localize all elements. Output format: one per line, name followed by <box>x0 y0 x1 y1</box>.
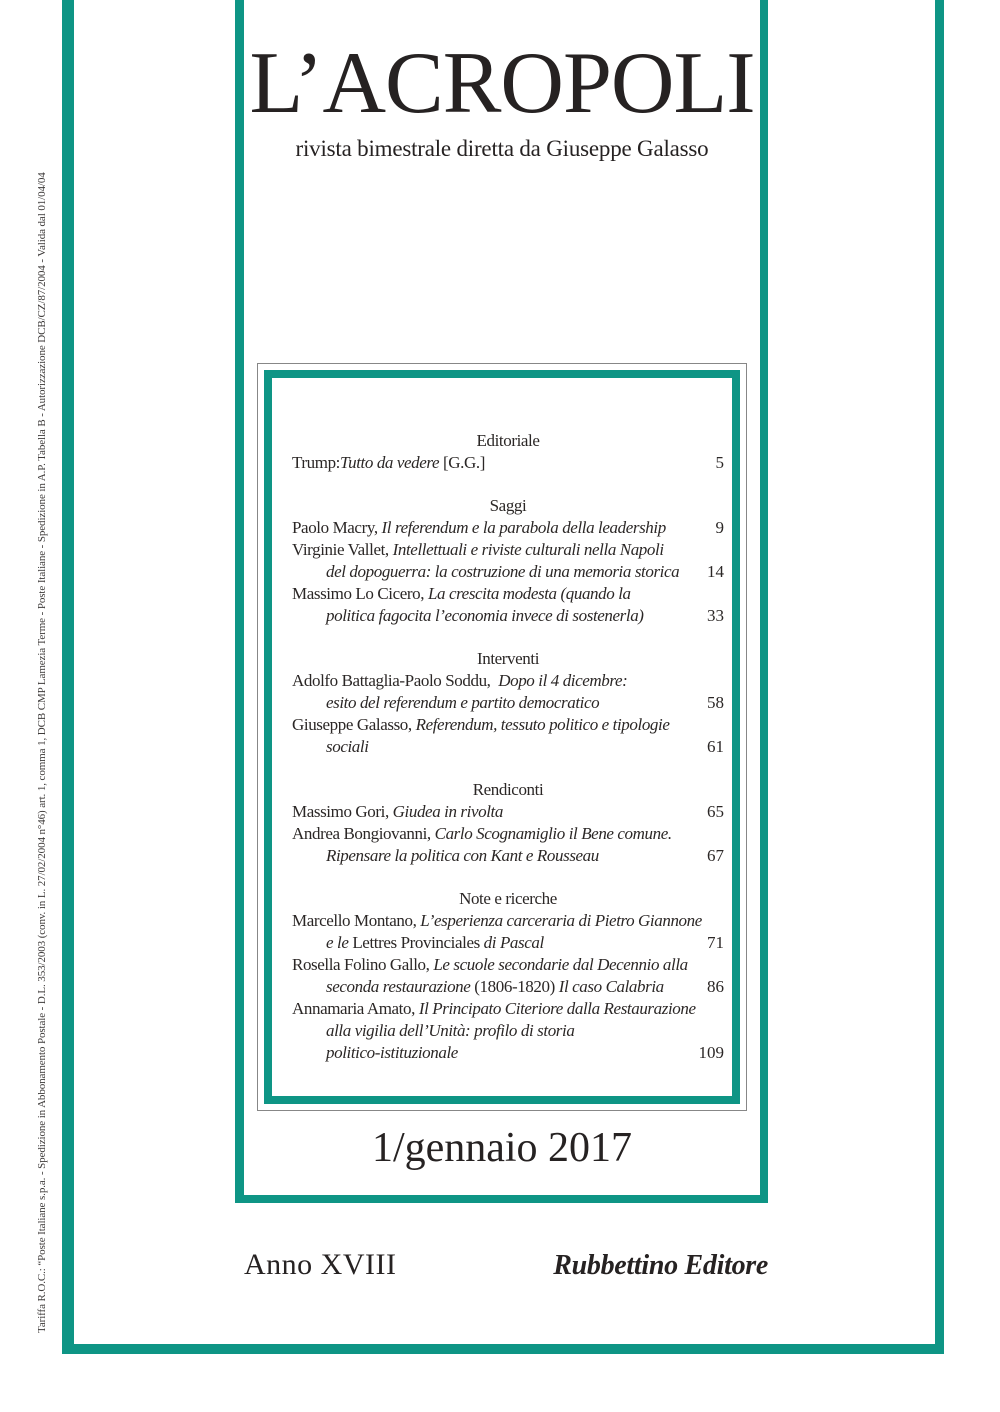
toc-text-run: alla vigilia dell’Unità: profilo di storia <box>326 1021 575 1040</box>
toc-text-run: del dopoguerra: la costruzione di una memoria storica <box>326 562 680 581</box>
toc-section <box>292 648 724 758</box>
toc-text-run: Ripensare la politica con Kant e Rousseau <box>326 846 599 865</box>
toc-text-run: politica fagocita l’economia invece di sostenerla) <box>326 606 644 625</box>
toc-section <box>292 888 724 1064</box>
toc-text-run: Adolfo Battaglia-Paolo Soddu, <box>292 671 499 690</box>
toc-text-run: Giuseppe Galasso, <box>292 715 416 734</box>
toc-entry <box>292 801 724 823</box>
toc-text-run: (1806-1820) <box>474 977 555 996</box>
toc-page-number: 71 <box>707 933 724 952</box>
toc-entry-text <box>292 977 664 996</box>
toc-text-run: politico-istituzionale <box>326 1043 458 1062</box>
toc-entry-text <box>292 824 672 843</box>
toc-entry-text <box>292 453 485 472</box>
toc-entry-text <box>292 737 369 756</box>
toc-entry-line <box>292 823 724 845</box>
toc-entry-text <box>292 715 670 734</box>
toc-text-run: Marcello Montano, <box>292 911 421 930</box>
toc-page-number: 9 <box>715 518 724 537</box>
toc-entry-line <box>292 714 724 736</box>
toc-entry-line <box>292 998 724 1020</box>
toc-section <box>292 495 724 627</box>
toc-box <box>257 363 747 1111</box>
toc-page-number: 109 <box>698 1043 724 1062</box>
toc-text-run: L’esperienza carceraria di Pietro Giannone <box>420 911 702 930</box>
toc-entry-text <box>292 518 666 537</box>
toc-section-heading: Editoriale <box>476 431 540 450</box>
toc-entry-text <box>292 846 599 865</box>
toc-entry-line <box>292 954 724 976</box>
toc-text-run: [G.G.] <box>439 453 485 472</box>
toc-text-run: Massimo Lo Cicero, <box>292 584 428 603</box>
toc-entry-text <box>292 671 627 690</box>
toc-text-run: Massimo Gori, <box>292 802 393 821</box>
toc-section-heading: Saggi <box>489 496 527 515</box>
toc-page-number: 14 <box>707 562 724 581</box>
toc-entry-text <box>292 1043 458 1062</box>
toc-entry-text <box>292 540 664 559</box>
toc-text-run: e le <box>326 933 353 952</box>
toc-entry <box>292 539 724 583</box>
toc-text-run: Andrea Bongiovanni, <box>292 824 435 843</box>
toc-text-run: sociali <box>326 737 369 756</box>
toc-entry-text <box>292 584 631 603</box>
toc-entry-line <box>292 605 724 627</box>
toc-text-run: Rosella Folino Gallo, <box>292 955 434 974</box>
toc-content <box>272 378 732 1096</box>
toc-section <box>292 779 724 867</box>
toc-entry-line <box>292 1020 724 1042</box>
toc-text-run: Trump: <box>292 453 340 472</box>
toc-entry-line <box>292 932 724 954</box>
toc-text-run: esito del referendum e partito democratico <box>326 693 600 712</box>
toc-entry-text <box>292 1021 574 1040</box>
toc-entry-line <box>292 910 724 932</box>
issue-year: Anno XVIII <box>244 1248 397 1281</box>
toc-entry-text <box>292 802 503 821</box>
toc-entry-line <box>292 452 724 474</box>
journal-subtitle: rivista bimestrale diretta da Giuseppe Galasso <box>295 136 709 161</box>
toc-entry-text <box>292 999 696 1018</box>
toc-page-number: 58 <box>707 693 724 712</box>
issue-date: 1/gennaio 2017 <box>371 1125 633 1171</box>
toc-text-run: di Pascal <box>479 933 544 952</box>
toc-entry-line <box>292 976 724 998</box>
toc-text-run: Annamaria Amato, <box>292 999 419 1018</box>
toc-entry <box>292 670 724 714</box>
toc-text-run: Intellettuali e riviste culturali nella Napoli <box>392 540 664 559</box>
toc-entry <box>292 823 724 867</box>
toc-page-number: 61 <box>707 737 724 756</box>
toc-page-number: 65 <box>707 802 724 821</box>
toc-entry <box>292 714 724 758</box>
toc-entry-text <box>292 955 688 974</box>
toc-text-run: Il caso Calabria <box>554 977 664 996</box>
toc-entry-line <box>292 670 724 692</box>
toc-text-run: Virginie Vallet, <box>292 540 393 559</box>
toc-text-run: Giudea in rivolta <box>392 802 503 821</box>
toc-text-run: Dopo il 4 dicembre: <box>498 671 628 690</box>
toc-section-heading: Note e ricerche <box>459 889 557 908</box>
toc-entry-text <box>292 693 599 712</box>
toc-entry-line <box>292 845 724 867</box>
toc-entry <box>292 452 724 474</box>
toc-entry-line <box>292 1042 724 1064</box>
toc-section-heading: Interventi <box>476 649 540 668</box>
footer-row <box>244 1248 768 1282</box>
spine-imprint-text: Tariffa R.O.C.: “Poste Italiane s.p.a. - Spedizione in Abbonamento Postale - D.L. 353/2003 (conv. in L. 27/02/2004 n°46) art. 1, comma 1, DCB CMP Lamezia Terme - Poste Italiane - Spedizione in A.P. Tabella B - Autorizzazione DCB/CZ/87/2004 - Valida dal 01/04/04 <box>36 172 48 1333</box>
toc-text-run: Il Principato Citeriore dalla Restaurazione <box>418 999 696 1018</box>
toc-text-run: Tutto da vedere <box>340 453 440 472</box>
publisher-name: Rubbettino Editore <box>553 1250 768 1281</box>
toc-entry <box>292 583 724 627</box>
toc-page-number: 33 <box>707 606 724 625</box>
toc-entry-line <box>292 801 724 823</box>
toc-page-number: 67 <box>707 846 724 865</box>
toc-text-run: Il referendum e la parabola della leadership <box>381 518 666 537</box>
toc-text-run: La crescita modesta (quando la <box>427 584 631 603</box>
toc-entry-line <box>292 517 724 539</box>
journal-title: L’ACROPOLI <box>249 35 755 132</box>
toc-text-run: Carlo Scognamiglio il Bene comune. <box>434 824 672 843</box>
toc-entry <box>292 910 724 954</box>
toc-text-run: Lettres Provinciales <box>352 933 480 952</box>
toc-entry-line <box>292 692 724 714</box>
toc-text-run: Referendum, tessuto politico e tipologie <box>415 715 670 734</box>
toc-entry-text <box>292 933 544 952</box>
toc-entry <box>292 954 724 998</box>
toc-entry-line <box>292 539 724 561</box>
toc-entry-line <box>292 736 724 758</box>
toc-text-run: Le scuole secondarie dal Decennio alla <box>433 955 688 974</box>
toc-entry <box>292 998 724 1064</box>
toc-entry-text <box>292 562 679 581</box>
toc-entry-line <box>292 561 724 583</box>
toc-page-number: 5 <box>715 453 724 472</box>
toc-text-run: seconda restaurazione <box>326 977 475 996</box>
toc-text-run: Paolo Macry, <box>292 518 382 537</box>
toc-entry-line <box>292 583 724 605</box>
toc-entry-text <box>292 606 644 625</box>
toc-section-heading: Rendiconti <box>472 780 544 799</box>
toc-entry-text <box>292 911 702 930</box>
masthead <box>244 36 760 162</box>
toc-entry <box>292 517 724 539</box>
toc-page-number: 86 <box>707 977 724 996</box>
toc-section <box>292 430 724 474</box>
